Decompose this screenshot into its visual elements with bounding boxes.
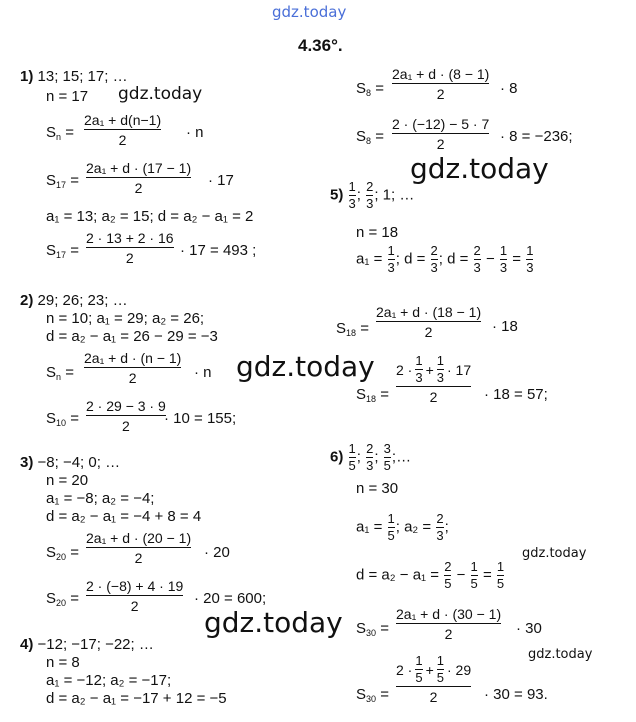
s20-result-lhs: $S_{20}$ = [46,590,79,608]
s18-lhs: $S_{18}$ = [336,320,369,338]
difference: d = a₂ − a₁ = 26 − 29 = −3 [46,328,218,345]
s8-lhs: $S_8$ = [356,80,384,98]
watermark: gdz.today [236,350,375,383]
watermark: gdz.today [118,84,203,104]
difference: d = a₂ − a₁ = −17 + 12 = −5 [46,690,227,707]
s30-result-lhs: $S_{30}$ = [356,686,389,704]
s30-result-fraction: 2 · 1 5 + 1 5 · 29 2 [396,653,472,705]
formula-lhs: $S_n$ = [46,364,74,382]
problem-number: 3) [20,454,34,471]
formula-tail: · n [194,364,212,381]
problem-number: 1) [20,68,34,85]
s17-tail: · 17 [208,172,234,189]
watermark: gdz.today [522,546,587,561]
s30-result-tail: · 30 = 93. [484,686,548,703]
difference: d = a₂ − a₁ = $\frac{2}{5}$ − $\frac{1}{5}$ = $\frac{1}{5}$ [356,559,505,591]
problem-6: 6) $\frac{1}{5}$ ; $\frac{2}{3}$ ; $\frac{3}{5}$ ;… [330,441,412,473]
formula-fraction: 2a₁ + d(n−1) 2 [84,112,162,148]
s17-lhs: $S_{17}$ = [46,172,79,190]
s18-result-lhs: $S_{18}$ = [356,386,389,404]
s20-result-fraction: 2 · (−8) + 4 · 19 2 [86,578,184,614]
sequence: −12; −17; −22; … [37,636,154,653]
s17-result-tail: · 17 = 493 ; [180,242,257,259]
s30-tail: · 30 [516,620,542,637]
s18-tail: · 18 [492,318,518,335]
watermark: gdz.today [410,152,549,185]
given-values: a₁ = −12; a₂ = −17; [46,672,172,689]
s30-lhs: $S_{30}$ = [356,620,389,638]
s20-lhs: $S_{20}$ = [46,544,79,562]
problem-number: 6) [330,448,344,466]
formula-fraction: 2a₁ + d · (n − 1) 2 [84,350,182,386]
s17-result-fraction: 2 · 13 + 2 · 16 2 [86,230,174,266]
s20-result-tail: · 20 = 600; [194,590,267,607]
difference: d = a₂ − a₁ = −4 + 8 = 4 [46,508,202,525]
n-value: n = 17 [46,88,89,105]
s8-result-fraction: 2 · (−12) − 5 · 7 2 [392,116,490,152]
n-value: n = 8 [46,654,80,671]
s8-result-tail: · 8 = −236; [500,128,573,145]
n-value: n = 18 [356,224,399,241]
given-values: n = 10; a₁ = 29; a₂ = 26; [46,310,205,327]
formula-lhs: $S_n$ = [46,124,74,142]
n-value: n = 30 [356,480,399,497]
s17-fraction: 2a₁ + d · (17 − 1) 2 [86,160,192,196]
problem-number: 4) [20,636,34,653]
s18-fraction: 2a₁ + d · (18 − 1) 2 [376,304,482,340]
page-title: 4.36°. [298,36,343,55]
sequence: −8; −4; 0; … [37,454,121,471]
watermark: gdz.today [204,606,343,639]
problem-4 [20,636,154,653]
given-values: a₁ = −8; a₂ = −4; [46,490,155,507]
problem-number: 5) [330,186,344,204]
s10-lhs: $S_{10}$ = [46,410,79,428]
s10-fraction: 2 · 29 − 3 · 9 2 [86,398,166,434]
sequence: 29; 26; 23; … [37,292,128,309]
sequence: 13; 15; 17; … [37,68,128,85]
n-value: n = 20 [46,472,89,489]
problem-number: 2) [20,292,34,309]
watermark-top: gdz.today [272,3,347,21]
watermark: gdz.today [528,647,593,662]
s17-result-lhs: $S_{17}$ = [46,242,79,260]
problem-1 [20,68,128,85]
formula-tail: · n [186,124,204,141]
s8-fraction: 2a₁ + d · (8 − 1) 2 [392,66,490,102]
s8-result-lhs: $S_8$ = [356,128,384,146]
a-and-d: a₁ = $\frac{1}{3}$ ; d = $\frac{2}{3}$ ; d = $\frac{2}{3}$ − $\frac{1}{3}$ = $\frac{1}{3}$ [356,243,534,275]
a-values: a₁ = $\frac{1}{5}$ ; a₂ = $\frac{2}{3}$ ; [356,511,449,543]
s20-tail: · 20 [204,544,230,561]
s30-fraction: 2a₁ + d · (30 − 1) 2 [396,606,502,642]
s18-result-fraction: 2 · 1 3 + 1 3 · 17 2 [396,353,472,405]
s10-tail: · 10 = 155; [164,410,237,427]
problem-3 [20,454,120,471]
a-values: a₁ = 13; a₂ = 15; d = a₂ − a₁ = 2 [46,208,254,225]
s18-result-tail: · 18 = 57; [484,386,548,403]
problem-5: 5) $\frac{1}{3}$ ; $\frac{2}{3}$ ; 1; … [330,179,415,211]
s8-tail: · 8 [500,80,518,97]
problem-2 [20,292,128,309]
s20-fraction: 2a₁ + d · (20 − 1) 2 [86,530,192,566]
